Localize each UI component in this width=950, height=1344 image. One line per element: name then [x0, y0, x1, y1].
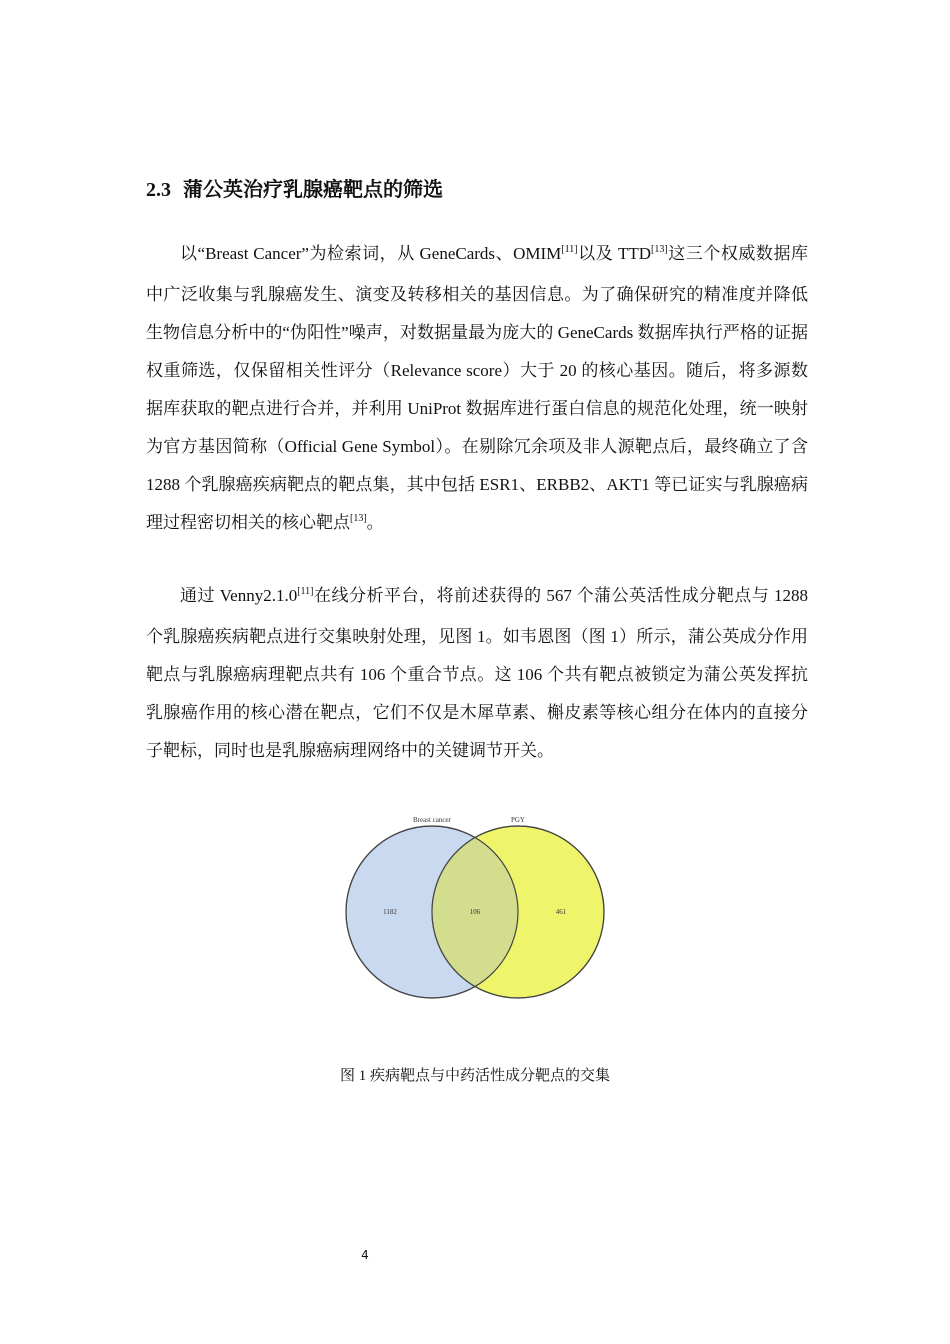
paragraph-text: 。 — [366, 513, 384, 532]
section-number: 2.3 — [146, 179, 171, 201]
section-title: 蒲公英治疗乳腺癌靶点的筛选 — [183, 177, 443, 201]
paragraph-text: 这三个权威数据库中广泛收集与乳腺癌发生、演变及转移相关的基因信息。为了确保研究的精准度并降低生物信息分析中的“伪阳性”噪声，对数据量最为庞大的 GeneCards 数据库执行严格的证据权重筛选，仅保留相关性评分（Relevance score）大于 20 的核心基因。随后，将多源数据库获取的靶点进行合并，并利用 UniProt 数据库进行蛋白信息的规范化处理，统一映射为官方基因简称（Official Gene Symbol）。在剔除冗余项及非人源靶点后，最终确立了含 1288 个乳腺癌疾病靶点的靶点集，其中包括 ESR1、ERBB2、AKT1 等已证实与乳腺癌病理过程密切相关的核心靶点 — [146, 244, 809, 532]
citation: [11] — [297, 586, 314, 597]
paragraph-venn-analysis — [146, 577, 808, 770]
paragraph-text: 以及 TTD — [577, 244, 652, 263]
venn-label-breast-cancer: Breast cancer — [413, 816, 451, 824]
venn-count-intersection: 106 — [469, 908, 481, 916]
venn-count-breast-cancer-only: 1182 — [383, 908, 397, 916]
citation: [11] — [561, 244, 578, 255]
paragraph-text: 在线分析平台，将前述获得的 567 个蒲公英活性成分靶点与 1288 个乳腺癌疾病靶点进行交集映射处理，见图 1。如韦恩图（图 1）所示，蒲公英成分作用靶点与乳腺癌病理靶点共有 106 个重合节点。这 106 个共有靶点被锁定为蒲公英发挥抗乳腺癌作用的核心潜在靶点，它们不仅是木犀草素、槲皮素等核心组分在体内的直接分子靶标，同时也是乳腺癌病理网络中的关键调节开关。 — [146, 586, 808, 760]
paragraph-text: 以“Breast Cancer”为检索词，从 GeneCards、OMIM — [180, 244, 562, 263]
venn-diagram — [330, 808, 620, 1008]
page-number: 4 — [361, 1248, 369, 1262]
citation: [13] — [651, 244, 668, 255]
figure-caption: 图 1 疾病靶点与中药活性成分靶点的交集 — [339, 1068, 610, 1084]
paragraph-text: 通过 Venny2.1.0 — [180, 586, 298, 605]
venn-count-pgy-only: 461 — [555, 908, 567, 916]
citation: [13] — [350, 513, 367, 524]
paragraph-target-screening — [146, 235, 808, 545]
venn-label-pgy: PGY — [510, 816, 526, 824]
section-heading — [146, 174, 443, 205]
